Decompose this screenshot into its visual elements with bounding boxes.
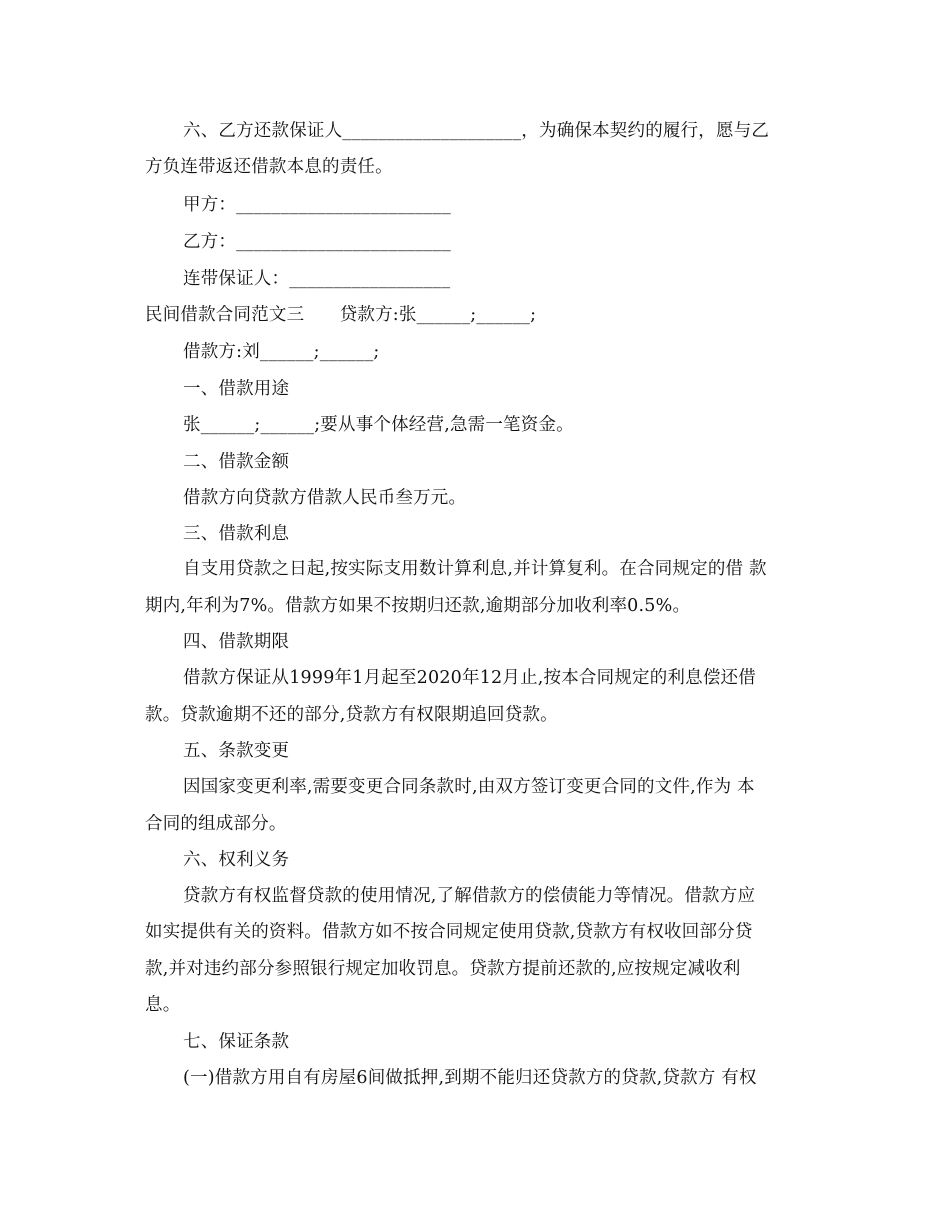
section-heading-loan-purpose: 一、借款用途	[183, 379, 290, 399]
loan-interest-text-line-1: 自支用贷款之日起,按实际支用数计算利息,并计算复利。在合同规定的借 款	[183, 559, 767, 579]
loan-amount-text: 借款方向贷款方借款人民币叁万元。	[183, 488, 467, 508]
section-heading-loan-amount: 二、借款金额	[183, 452, 290, 472]
borrower-line: 借款方:刘______;______;	[183, 342, 380, 362]
clause-changes-text-line-2: 合同的组成部分。	[145, 814, 287, 834]
rights-obligations-text-line-2: 如实提供有关的资料。借款方如不按合同规定使用贷款,贷款方有权收回部分贷	[145, 922, 753, 942]
rights-obligations-text-line-3: 款,并对违约部分参照银行规定加收罚息。贷款方提前还款的,应按规定减收利	[145, 959, 741, 979]
contract-title-and-lender-line: 民间借款合同范文三 贷款方:张______;______;	[145, 305, 537, 325]
loan-term-text-line-1: 借款方保证从1999年1月起至2020年12月止,按本合同规定的利息偿还借	[183, 668, 756, 688]
rights-obligations-text-line-1: 贷款方有权监督贷款的使用情况,了解借款方的偿债能力等情况。借款方应	[183, 886, 756, 906]
guarantor-clause-line-1: 六、乙方还款保证人____________________，为确保本契约的履行，愿与乙	[183, 121, 770, 141]
section-heading-loan-term: 四、借款期限	[183, 632, 290, 652]
section-heading-rights-obligations: 六、权利义务	[183, 850, 290, 870]
section-heading-clause-changes: 五、条款变更	[183, 741, 290, 761]
clause-changes-text-line-1: 因国家变更利率,需要变更合同条款时,由双方签订变更合同的文件,作为 本	[183, 777, 755, 797]
rights-obligations-text-line-4: 息。	[145, 995, 181, 1015]
section-heading-guarantee-clauses: 七、保证条款	[183, 1032, 290, 1052]
section-heading-loan-interest: 三、借款利息	[183, 524, 290, 544]
loan-purpose-text: 张______;______;要从事个体经营,急需一笔资金。	[183, 415, 574, 435]
loan-interest-text-line-2: 期内,年利为7%。借款方如果不按期归还款,逾期部分加收利率0.5%。	[145, 596, 691, 616]
party-b-signature-line: 乙方：________________________	[183, 232, 451, 252]
party-a-signature-line: 甲方：________________________	[183, 195, 451, 215]
guarantee-clause-text-line-1: (一)借款方用自有房屋6间做抵押,到期不能归还贷款方的贷款,贷款方 有权	[183, 1068, 757, 1088]
loan-term-text-line-2: 款。贷款逾期不还的部分,贷款方有权限期追回贷款。	[145, 705, 558, 725]
guarantor-clause-line-2: 方负连带返还借款本息的责任。	[145, 157, 393, 177]
joint-guarantor-signature-line: 连带保证人：__________________	[183, 269, 451, 289]
